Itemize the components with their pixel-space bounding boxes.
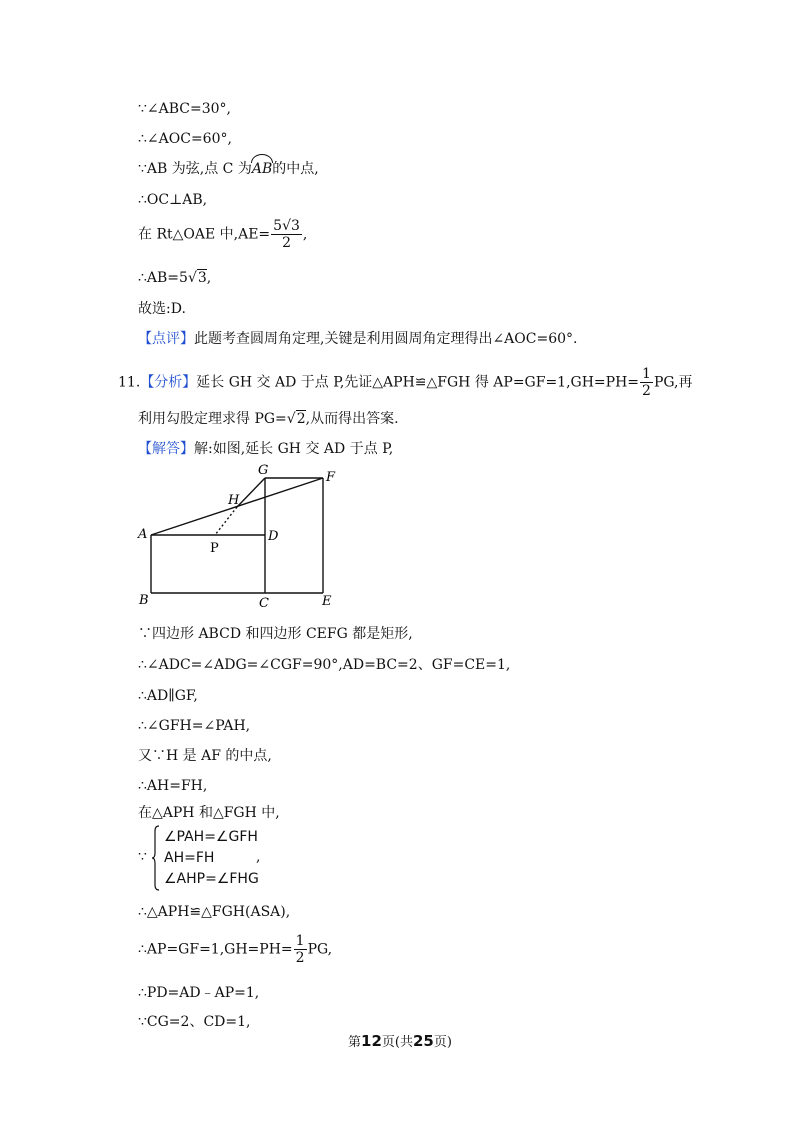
line-ae — [138, 218, 307, 251]
fraction-half — [294, 933, 307, 966]
footer-text: 页) — [433, 1035, 452, 1050]
label-a: A — [138, 527, 148, 542]
line-s1: ∵四边形 ABCD 和四边形 CEFG 都是矩形, — [138, 626, 413, 642]
line-analysis-2: 利用勾股定理求得 PG=√2,从而得出答案. — [138, 411, 399, 427]
text: 利用勾股定理求得 PG= — [138, 411, 287, 427]
denominator: 2 — [295, 950, 305, 966]
label-p: P — [210, 541, 219, 556]
sqrt-radicand: 2 — [296, 411, 306, 427]
line-chord — [138, 159, 319, 179]
text: , — [206, 270, 212, 286]
footer-text: 第 — [348, 1035, 362, 1050]
label-d: D — [268, 529, 279, 544]
system-row: ∠AHP=∠FHG — [164, 871, 259, 887]
numerator: 1 — [295, 933, 305, 949]
line-perp: ∴OC⊥AB, — [138, 192, 208, 208]
label-b: B — [139, 593, 149, 608]
line-ab: ∴AB=5√3, — [138, 270, 212, 286]
question-number: 11. — [118, 374, 141, 391]
because-symbol: ∵ — [138, 849, 147, 865]
text: PG,再 — [653, 374, 693, 391]
label-c: C — [259, 596, 269, 610]
text: ∴AB=5 — [138, 270, 188, 286]
solution-text: 解:如图,延长 GH 交 AD 于点 P, — [194, 441, 394, 457]
geometry-figure — [130, 460, 350, 610]
line-s9: ∴△APH≌△FGH(ASA), — [138, 904, 291, 920]
text: ,从而得出答案. — [305, 411, 399, 427]
line-s4: ∴∠GFH=∠PAH, — [138, 718, 251, 734]
page-total: 25 — [413, 1032, 434, 1050]
line-solution — [138, 439, 393, 459]
line-comment — [138, 329, 577, 349]
system-row: ∠PAH=∠GFH — [164, 829, 258, 845]
line-s5: 又∵H 是 AF 的中点, — [138, 748, 272, 764]
comment-tag: 【点评】 — [138, 331, 194, 347]
text: 延长 GH 交 AD 于点 P,先证△APH≌△FGH 得 AP=GF=1,GH=PH= — [196, 374, 640, 391]
line-s2: ∴∠ADC=∠ADG=∠CGF=90°,AD=BC=2、GF=CE=1, — [138, 657, 511, 673]
solution-tag: 【解答】 — [138, 441, 194, 457]
numerator: 5√3 — [273, 218, 300, 234]
brace-icon — [152, 825, 160, 891]
label-f: F — [326, 470, 336, 485]
text: 在 Rt△OAE 中,AE= — [138, 226, 271, 243]
comment-text: 此题考查圆周角定理,关键是利用圆周角定理得出∠AOC=60°. — [194, 331, 578, 347]
line-s7: 在△APH 和△FGH 中, — [138, 805, 280, 821]
label-e: E — [322, 594, 332, 609]
text: , — [302, 226, 308, 243]
line-aoc: ∴∠AOC=60°, — [138, 131, 232, 147]
line-s11: ∴PD=AD﹣AP=1, — [138, 985, 260, 1001]
line-analysis — [118, 366, 693, 399]
line-given-abc: ∵∠ABC=30°, — [138, 101, 232, 117]
line-s3: ∴AD∥GF, — [138, 688, 198, 704]
text: ∴AP=GF=1,GH=PH= — [138, 941, 293, 958]
text: 的中点, — [272, 161, 319, 177]
fraction-ae — [271, 218, 302, 251]
label-h: H — [228, 493, 240, 508]
arc-ab: AB — [251, 161, 273, 177]
system-row: AH=FH — [164, 850, 215, 866]
analysis-tag: 【分析】 — [140, 374, 197, 391]
system-rows — [164, 827, 259, 890]
fraction-half — [640, 366, 653, 399]
page-footer — [0, 1031, 800, 1050]
footer-text: 页(共 — [381, 1035, 413, 1050]
label-g: G — [258, 463, 269, 478]
system-comma: , — [256, 849, 261, 865]
denominator: 2 — [642, 383, 651, 399]
page-number: 12 — [361, 1032, 382, 1050]
text: PG, — [307, 941, 333, 958]
sqrt-radicand: 3 — [197, 270, 207, 286]
line-answer: 故选:D. — [138, 301, 186, 317]
line-s6: ∴AH=FH, — [138, 778, 208, 794]
line-s10 — [138, 933, 332, 966]
line-s12: ∵CG=2、CD=1, — [138, 1014, 251, 1030]
segment-hp-dashed — [215, 507, 237, 535]
denominator: 2 — [282, 235, 291, 251]
segment-gh — [237, 478, 265, 507]
text: ∵AB 为弦,点 C 为 — [138, 161, 252, 177]
numerator: 1 — [642, 366, 651, 382]
